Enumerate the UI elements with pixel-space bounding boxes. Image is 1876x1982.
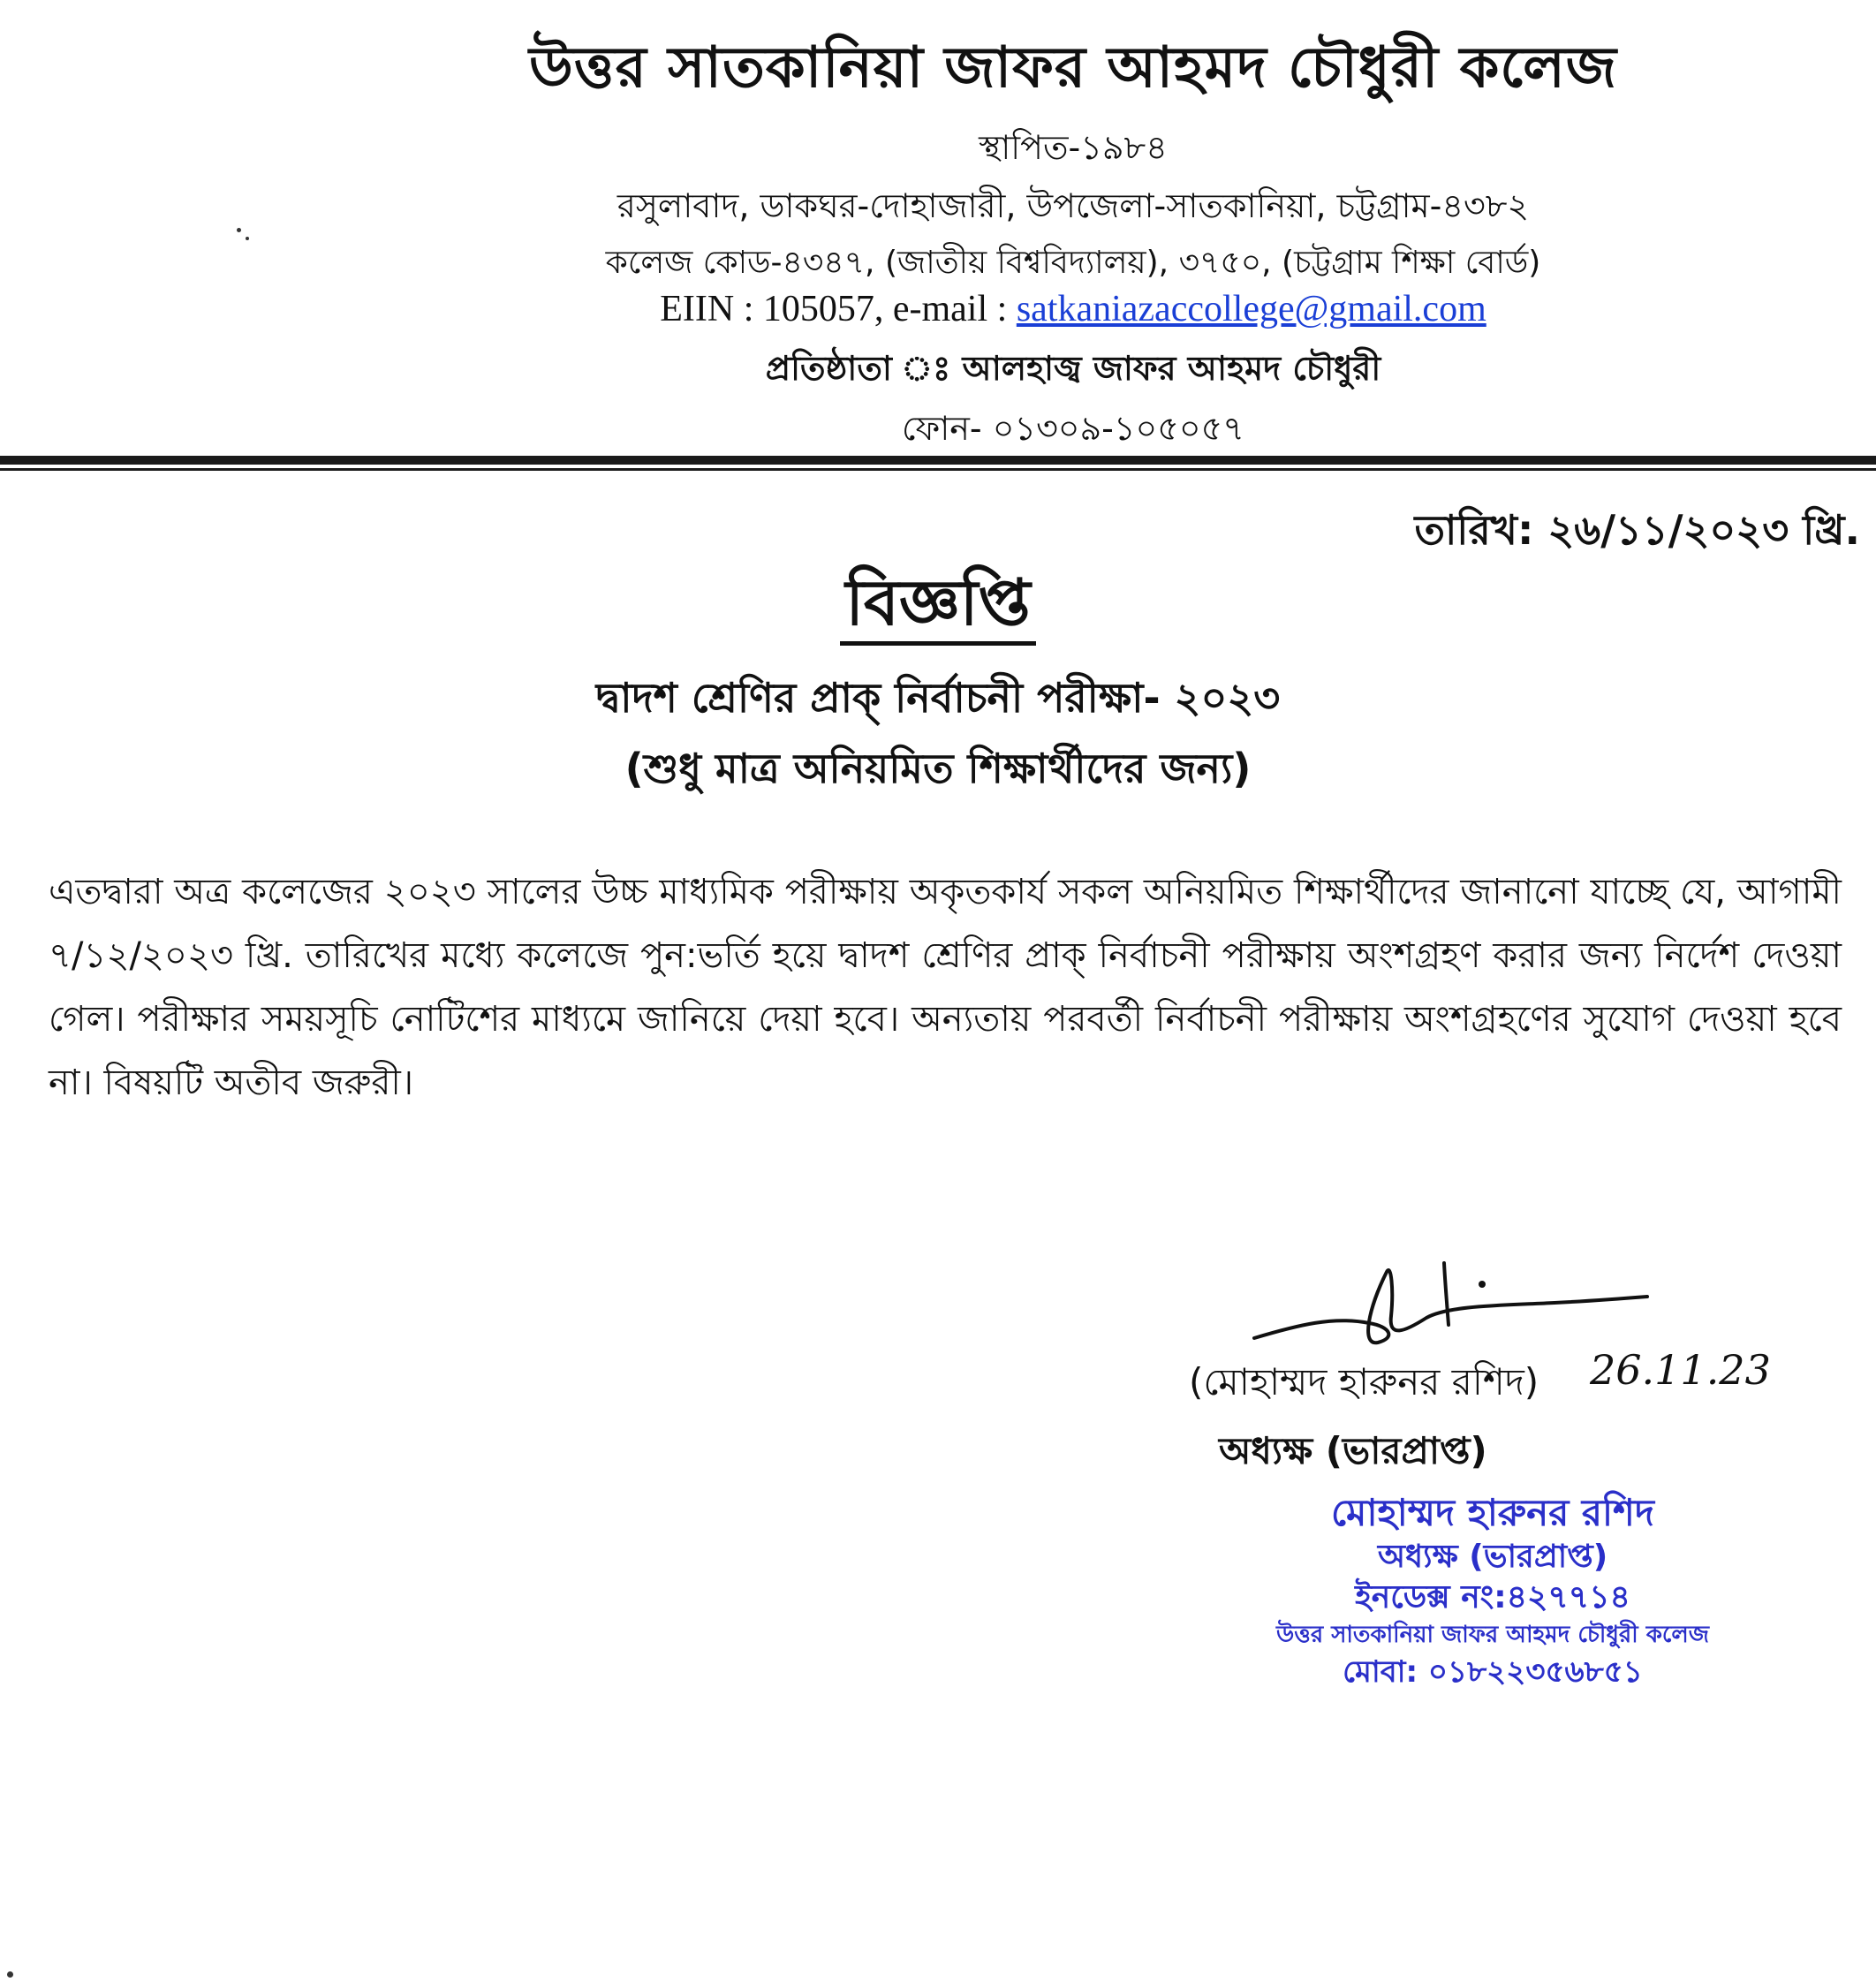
stamp-mobile: মোবা: ০১৮২২৩৫৬৮৫১ <box>1343 1654 1643 1690</box>
notice-title <box>0 565 1876 646</box>
founder-line: প্রতিষ্ঠাতা ঃ আলহাজ্ব জাফর আহমদ চৌধুরী <box>765 349 1381 388</box>
college-address: রসুলাবাদ, ডাকঘর-দোহাজারী, উপজেলা-সাতকানিয়া, চট্টগ্রাম-৪৩৮২ <box>617 186 1530 225</box>
notice-subtitle: দ্বাদশ শ্রেণির প্রাক্ নির্বাচনী পরীক্ষা- ২০২৩ <box>595 674 1281 722</box>
stamp-college: উত্তর সাতকানিয়া জাফর আহমদ চৌধুরী কলেজ <box>1276 1622 1709 1648</box>
eiin-email-line <box>495 288 1652 330</box>
scan-speck <box>7 1971 13 1978</box>
college-name: উত্তর সাতকানিয়া জাফর আহমদ চৌধুরী কলেজ <box>528 35 1618 101</box>
established-year: স্থাপিত-১৯৮৪ <box>979 128 1168 167</box>
scan-speck <box>237 228 241 232</box>
signature-date: 26.11.23 <box>1590 1346 1771 1394</box>
notice-title-text: বিজ্ঞপ্তি <box>840 568 1035 646</box>
college-codes: কলেজ কোড-৪৩৪৭, (জাতীয় বিশ্ববিদ্যালয়), ৩৭৫০, (চট্টগ্রাম শিক্ষা বোর্ড) <box>605 245 1541 281</box>
stamp-name: মোহাম্মদ হারুনর রশিদ <box>1331 1491 1654 1534</box>
scan-speck <box>246 237 249 240</box>
signatory-designation: অধ্যক্ষ (ভারপ্রাপ্ত) <box>1219 1429 1487 1472</box>
header-divider-thin <box>0 468 1876 471</box>
email-link[interactable]: satkaniazaccollege@gmail.com <box>1016 289 1486 329</box>
stamp-designation: অধ্যক্ষ (ভারপ্রাপ্ত) <box>1377 1539 1608 1575</box>
notice-audience: (শুধু মাত্র অনিয়মিত শিক্ষার্থীদের জন্য) <box>624 745 1252 792</box>
header-divider-thick <box>0 456 1876 465</box>
eiin-label: EIIN : 105057, e-mail : <box>660 289 1017 329</box>
notice-body: এতদ্বারা অত্র কলেজের ২০২৩ সালের উচ্চ মাধ্যমিক পরীক্ষায় অকৃতকার্য সকল অনিয়মিত শিক্ষার্থীদের জানানো যাচ্ছে যে, আগামী ৭/১২/২০২৩ খ্রি. তারিখের মধ্যে কলেজে পুন:ভর্তি হয়ে দ্বাদশ শ্রেণির প্রাক্ নির্বাচনী পরীক্ষায় অংশগ্রহণ করার জন্য নির্দেশ দেওয়া গেল। পরীক্ষার সময়সূচি নোটিশের মাধ্যমে জানিয়ে দেয়া হবে। অন্যতায় পরবর্তী নির্বাচনী পরীক্ষায় অংশগ্রহণের সুযোগ দেওয়া হবে না। বিষয়টি অতীব জরুরী। <box>49 872 1842 1103</box>
signatory-name: (মোহাম্মদ হারুনর রশিদ) <box>1189 1360 1539 1403</box>
stamp-index: ইনডেক্স নং:৪২৭৭১৪ <box>1355 1579 1630 1615</box>
notice-date: তারিখ: ২৬/১১/২০২৩ খ্রি. <box>1414 506 1860 554</box>
phone-line: ফোন- ০১৩০৯-১০৫০৫৭ <box>902 409 1244 448</box>
official-stamp <box>1228 1489 1758 1692</box>
